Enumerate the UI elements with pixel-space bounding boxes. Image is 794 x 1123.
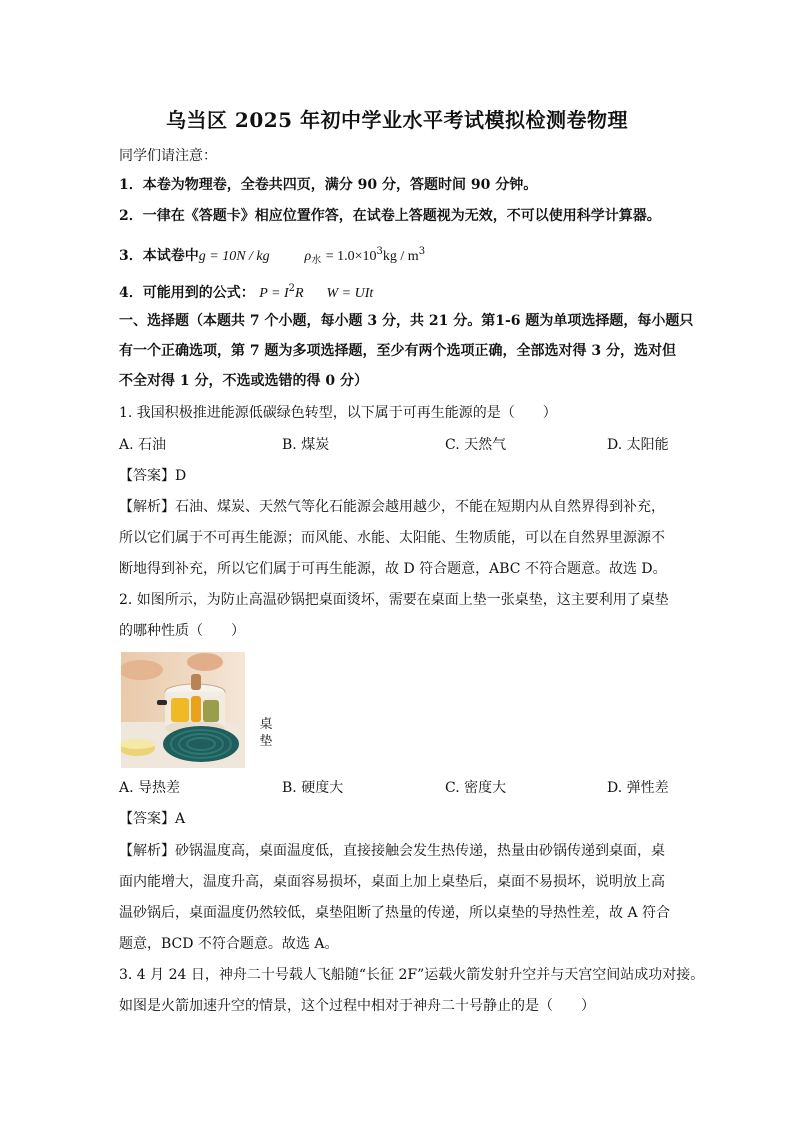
- density-subscript: 水: [311, 255, 322, 266]
- notice-item-1: 1．本卷为物理卷，全卷共四页，满分 90 分，答题时间 90 分钟。: [119, 177, 538, 193]
- density-value: = 1.0×10: [325, 249, 377, 264]
- power-formula-a: P = I: [259, 286, 289, 301]
- q2-stem-1: 2. 如图所示，为防止高温砂锅把桌面烫坏，需要在桌面上垫一张桌垫，这主要利用了桌垫: [119, 592, 669, 608]
- notice-item-4-prefix: 4．可能用到的公式：: [119, 285, 255, 301]
- q1-analysis-3: 断地得到补充，所以它们属于可再生能源，故 D 符合题意，ABC 不符合题意。故选 D。: [119, 561, 667, 577]
- density-unit-exponent: 3: [418, 246, 426, 257]
- q2-photo-pot-on-mat: [121, 652, 245, 768]
- q1-option-d: D. 太阳能: [607, 437, 669, 453]
- q1-answer: 【答案】D: [119, 468, 187, 484]
- q2-analysis-2: 面内能增大，温度升高，桌面容易损坏，桌面上加上桌垫后，桌面不易损坏，说明放上高: [119, 874, 665, 890]
- pot-photo-illustration: [121, 652, 245, 768]
- q1-analysis-2: 所以它们属于不可再生能源；而风能、水能、太阳能、生物质能，可以在自然界里源源不: [119, 530, 665, 546]
- q2-analysis-3: 温砂锅后，桌面温度仍然较低，桌垫阻断了热量的传递，所以桌垫的导热性差，故 A 符合: [119, 905, 671, 921]
- q2-analysis-1: 【解析】砂锅温度高，桌面温度低，直接接触会发生热传递，热量由砂锅传递到桌面，桌: [119, 843, 665, 859]
- q2-stem-2: 的哪种性质（ ）: [119, 623, 245, 639]
- q2-option-c: C. 密度大: [445, 780, 507, 796]
- notice-item-3: [119, 241, 679, 272]
- section1-line-2: 有一个正确选项，第 7 题为多项选择题，至少有两个选项正确，全部选对得 3 分，选对但: [119, 343, 676, 359]
- notice-heading: 同学们请注意：: [119, 148, 217, 164]
- section1-line-3: 不全对得 1 分，不选或选错的得 0 分）: [119, 373, 368, 389]
- q3-stem-1: 3. 4 月 24 日，神舟二十号载人飞船随“长征 2F”运载火箭发射升空并与天宫空间站成功对接。: [119, 967, 705, 983]
- notice-item-2: 2．一律在《答题卡》相应位置作答，在试卷上答题视为无效，不可以使用科学计算器。: [119, 208, 661, 224]
- notice-item-4: [119, 278, 679, 305]
- q1-analysis-1: 【解析】石油、煤炭、天然气等化石能源会越用越少，不能在短期内从自然界得到补充，: [119, 499, 665, 515]
- density-symbol: ρ: [304, 249, 312, 264]
- q2-image-label-char-1: 桌: [259, 717, 273, 732]
- section1-line-1: 一、选择题（本题共 7 个小题，每小题 3 分，共 21 分。第1-6 题为单项选择题，每小题只: [119, 313, 694, 329]
- q1-option-a: A. 石油: [119, 437, 167, 453]
- q2-option-b: B. 硬度大: [282, 780, 344, 796]
- q2-image-label: [258, 716, 274, 750]
- density-unit: kg / m: [382, 249, 419, 264]
- q2-analysis-4: 题意，BCD 不符合题意。故选 A。: [119, 936, 339, 952]
- q1-stem: 1. 我国积极推进能源低碳绿色转型，以下属于可再生能源的是（ ）: [119, 405, 557, 421]
- power-formula-b: R: [295, 286, 304, 301]
- q2-image-label-char-2: 垫: [259, 734, 273, 749]
- notice-item-3-prefix: 3．本试卷中: [119, 248, 199, 264]
- q1-option-b: B. 煤炭: [282, 437, 330, 453]
- q3-stem-2: 如图是火箭加速升空的情景，这个过程中相对于神舟二十号静止的是（ ）: [119, 998, 595, 1014]
- q1-option-c: C. 天然气: [445, 437, 507, 453]
- gravity-formula: g = 10N / kg: [198, 249, 270, 264]
- page-title: 乌当区 2025 年初中学业水平考试模拟检测卷物理: [165, 108, 629, 132]
- q2-option-a: A. 导热差: [119, 780, 181, 796]
- q2-option-d: D. 弹性差: [607, 780, 669, 796]
- density-exponent: 3: [376, 246, 383, 257]
- q2-answer: 【答案】A: [119, 811, 186, 827]
- work-formula: W = UIt: [326, 286, 374, 301]
- power-formula-exponent: 2: [288, 283, 295, 294]
